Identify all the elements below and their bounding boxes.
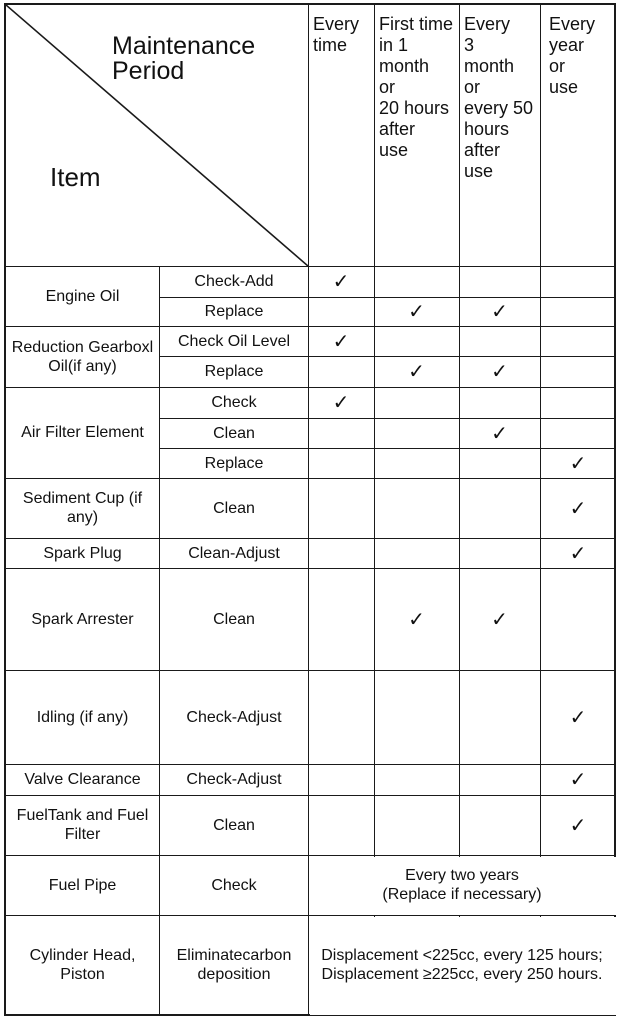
action-label: Eliminatecarbon deposition: [176, 947, 292, 983]
action-label: Replace: [204, 363, 264, 380]
check-mark-icon: ✓: [332, 390, 350, 414]
action-label: Clean: [213, 424, 255, 442]
column-header-every-3-month: Every 3 month or every 50 hours after use: [464, 14, 534, 181]
action-label: Replace: [204, 303, 264, 320]
item-name: Fuel Pipe: [48, 876, 117, 894]
check-mark-icon: ✓: [569, 495, 587, 520]
check-mark-icon: ✓: [569, 540, 587, 565]
action-label: Clean: [213, 816, 255, 834]
check-mark-icon: ✓: [408, 359, 425, 383]
item-name: Reduction Gearboxl Oil(if any): [11, 338, 154, 375]
item-name: Valve Clearance: [24, 771, 141, 788]
check-mark-icon: ✓: [408, 299, 425, 323]
column-header-every-time: Every time: [313, 14, 360, 55]
item-name: Cylinder Head, Piston: [29, 947, 136, 983]
check-mark-icon: ✓: [569, 767, 587, 791]
column-header-first-time: First time in 1 month or 20 hours after use: [379, 14, 453, 160]
item-label: Item: [50, 162, 101, 192]
check-mark-icon: ✓: [569, 812, 587, 837]
check-mark-icon: ✓: [332, 328, 350, 353]
action-label: Clean: [213, 610, 255, 628]
maintenance-period-label: [112, 34, 255, 84]
check-mark-icon: ✓: [569, 450, 587, 475]
action-label: Replace: [204, 454, 264, 472]
item-name: Spark Arrester: [31, 610, 134, 628]
action-label: Check: [211, 394, 257, 411]
item-name: Idling (if any): [36, 708, 129, 726]
check-mark-icon: ✓: [569, 704, 587, 729]
check-mark-icon: ✓: [408, 606, 425, 631]
action-label: Check-Adjust: [186, 708, 282, 726]
column-header-every-year: Every year or use: [549, 14, 596, 97]
period-label-line-2: Period: [112, 57, 185, 85]
item-name: Sediment Cup (if any): [22, 490, 143, 526]
item-name: Air Filter Element: [21, 424, 144, 441]
schedule-note-line-1: Displacement <225cc, every 125 hours;: [321, 947, 603, 964]
check-mark-icon: ✓: [491, 606, 508, 631]
schedule-note: [308, 855, 616, 915]
check-mark-icon: ✓: [491, 420, 508, 445]
item-name: Spark Plug: [43, 544, 122, 562]
schedule-note-line-2: (Replace if necessary): [382, 886, 542, 903]
check-mark-icon: ✓: [332, 269, 350, 293]
item-name: FuelTank and Fuel Filter: [16, 807, 149, 843]
action-label: Check-Adjust: [186, 771, 282, 788]
action-label: Check-Add: [194, 273, 274, 290]
schedule-note-line-2: Displacement ≥225cc, every 250 hours.: [321, 966, 603, 983]
check-mark-icon: ✓: [491, 299, 508, 323]
maintenance-table: [4, 3, 616, 1016]
action-label: Check: [211, 876, 257, 894]
check-mark-icon: ✓: [491, 359, 508, 383]
action-label: Clean: [213, 499, 255, 517]
schedule-note-line-1: Every two years: [405, 867, 519, 884]
action-label: Check Oil Level: [177, 332, 291, 350]
schedule-note: [308, 915, 616, 1015]
action-label: Clean-Adjust: [188, 544, 280, 562]
period-label-line-1: Maintenance: [112, 32, 256, 60]
item-name: Engine Oil: [45, 287, 120, 305]
